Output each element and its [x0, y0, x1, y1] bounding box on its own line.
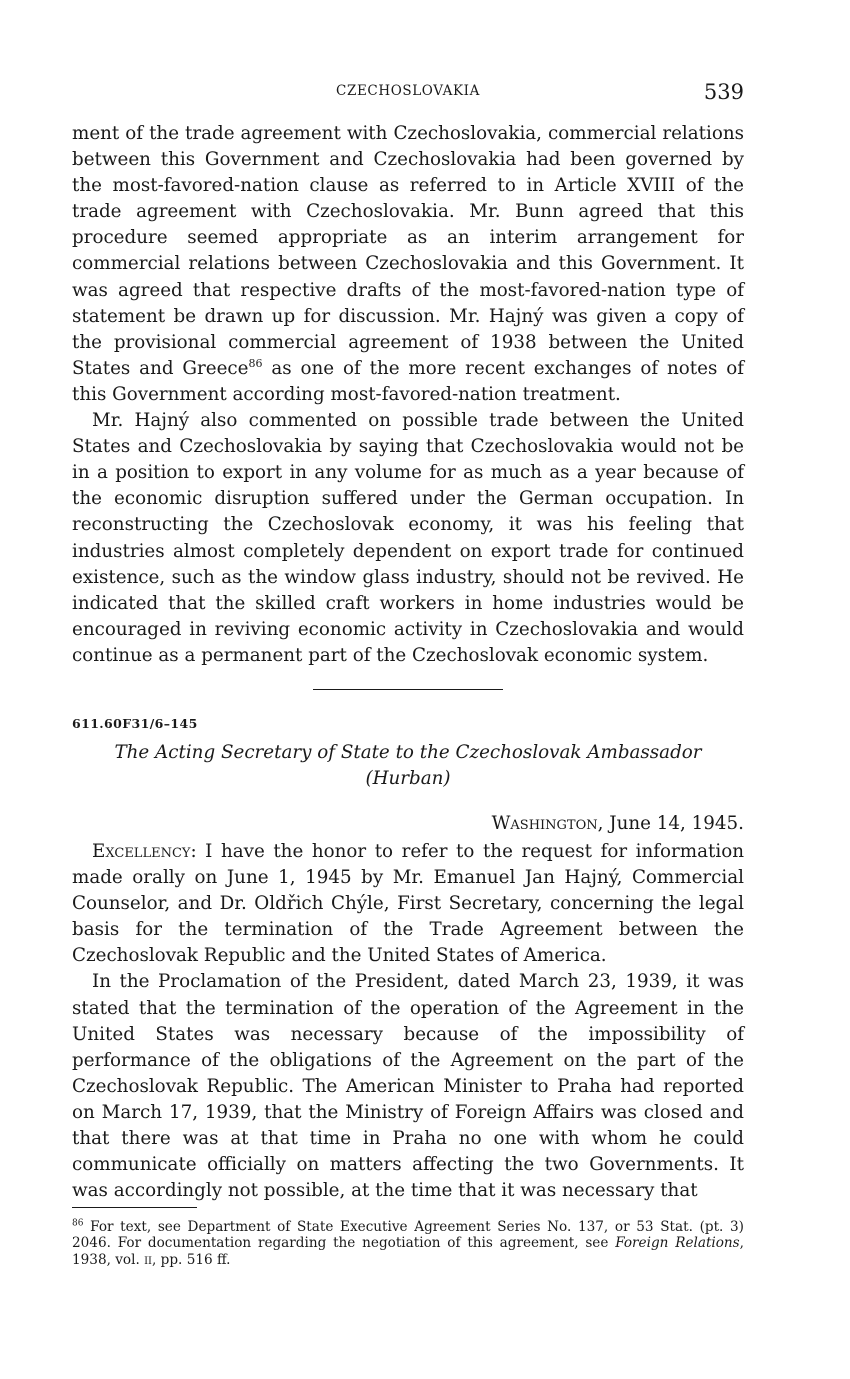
- continued-text: [72, 121, 744, 669]
- paragraph: [72, 839, 744, 969]
- paragraph: [72, 121, 744, 408]
- footnote-divider: [72, 1207, 197, 1208]
- letter-body: [72, 839, 744, 1204]
- running-title: CZECHOSLOVAKIA: [336, 83, 480, 99]
- footnote-volume: ii: [144, 1251, 152, 1268]
- dateline-place: Washington: [491, 813, 598, 834]
- dateline: [492, 813, 744, 834]
- document-title-line: (Hurban): [365, 768, 451, 789]
- file-number: 611.60F31/6–145: [72, 716, 198, 731]
- section-divider: [313, 689, 503, 690]
- footnote-reference: 86: [248, 356, 263, 370]
- running-head: [72, 80, 744, 104]
- page-number: 539: [703, 80, 744, 104]
- paragraph-text-end: as one of the more recent exchanges of notes of this Government according most-favored-nation treatment.: [72, 357, 744, 405]
- paragraph-text: ment of the trade agreement with Czechoslovakia, commercial relations between this Government and Czechoslovakia had been governed by the most-favored-nation clause as referred to in Article XVIII of the trade agreement with Czechoslovakia. Mr. Bunn agreed that this procedure seemed appropriate as an interim arrangement for commercial relations between Czechoslovakia and this Government. It was agreed that respective drafts of the most-favored-nation type of statement be drawn up for discussion. Mr. Hajný was given a copy of the provisional commercial agreement of 1938 between the United States and Greece: [72, 123, 744, 379]
- footnote-text: For text, see Department of State Executive Agreement Series No. 137, or 53 Stat. (pt. 3) 2046. For documentation regarding the negotiation of this agreement, see: [72, 1219, 744, 1252]
- paragraph: Mr. Hajný also commented on possible trade between the United States and Czechoslovakia by saying that Czechoslovakia would not be in a position to export in any volume for as much as a year because of the economic disruption suffered under the German occupation. In reconstructing the Czechoslovak economy, it was his feeling that industries almost completely dependent on export trade for continued existence, such as the window glass industry, should not be revived. He indicated that the skilled craft workers in home industries would be encouraged in reviving economic activity in Czechoslovakia and would continue as a permanent part of the Czechoslovak economic system.: [72, 410, 744, 666]
- paragraph-text: : I have the honor to refer to the request for information made orally on June 1, 1945 by Mr. Emanuel Jan Hajný, Commercial Counselor, and Dr. Oldřich Chýle, First Secretary, concerning the legal basis for the termination of the Trade Agreement between the Czechoslovak Republic and the United States of America.: [72, 841, 744, 967]
- footnote: [72, 1219, 744, 1268]
- document-title-line: The Acting Secretary of State to the Czechoslovak Ambassador: [114, 742, 702, 763]
- paragraph: In the Proclamation of the President, dated March 23, 1939, it was stated that the termination of the operation of the Agreement in the United States was necessary because of the impossibility of performance of the obligations of the Agreement on the part of the Czechoslovak Republic. The American Minister to Praha had reported on March 17, 1939, that the Ministry of Foreign Affairs was closed and that there was at that time in Praha no one with whom he could communicate officially on matters affecting the two Governments. It was accordingly not possible, at the time that it was necessary that: [72, 971, 744, 1202]
- dateline-date: , June 14, 1945.: [597, 813, 744, 834]
- footnote-mark: 86: [72, 1218, 84, 1229]
- footnote-text: , pp. 516 ff.: [152, 1251, 231, 1268]
- footnote-text: , 1938, vol.: [72, 1235, 744, 1268]
- document-title: [72, 740, 744, 792]
- footnote-italic: Foreign Relations: [615, 1235, 740, 1252]
- salutation: Excellency: [92, 841, 191, 862]
